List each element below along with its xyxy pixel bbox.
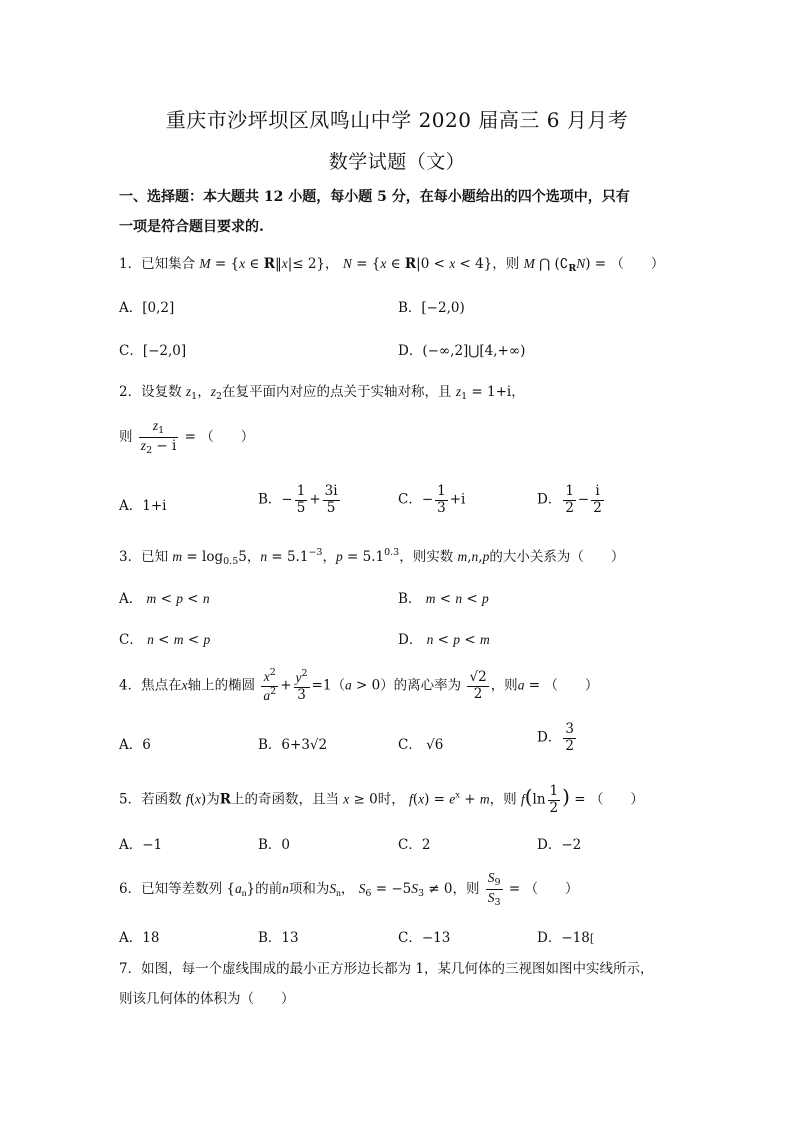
q6-option-d: D．−18[ bbox=[537, 930, 595, 946]
q2-option-a: A．1+i bbox=[119, 498, 167, 514]
q5-option-a: A．−1 bbox=[119, 837, 163, 853]
q5-option-d: D．−2 bbox=[537, 837, 582, 853]
q4-option-c: C． √6 bbox=[398, 737, 444, 753]
q1-option-d: D．(−∞,2]⋃[4,+∞) bbox=[398, 343, 526, 359]
question-5: 5．若函数 f(x)为R上的奇函数，且当 x ≥ 0时， $f(x) = e^x + m$，则 f(ln $\frac{1}{2}$ ) = （ ） bbox=[119, 783, 644, 816]
question-6: 6．已知等差数列 $\{a_n\}$的前n项和为$S_n$， $S_6 = -5S_3 \ne 0$，则 $\frac{S_9}{S_3}$ = （ ） bbox=[119, 870, 579, 908]
q2-option-d: D． $\frac{1}{2}$ − $\frac{i}{2}$ bbox=[537, 483, 602, 516]
q6-option-a: A．18 bbox=[119, 930, 160, 946]
q4-option-a: A．6 bbox=[119, 737, 151, 753]
section-heading-line2: 一项是符合题目要求的. bbox=[119, 219, 264, 235]
q3-option-b: B． m < n < p bbox=[398, 591, 489, 607]
question-3: 3．已知 $m = \log_{0.5}5$，$n = 5.1^{-3}$，$p = 5.1^{0.3}$，则实数 m,n,p的大小关系为（ ） bbox=[119, 547, 625, 567]
q1-option-b: B．[−2,0) bbox=[398, 300, 465, 316]
q4-option-d: D． $\frac{3}{2}$ bbox=[537, 721, 574, 754]
question-7-line1: 7．如图，每一个虚线围成的最小正方形边长都为 1，某几何体的三视图如图中实线所示， bbox=[119, 961, 654, 977]
q1-option-a: A．[0,2] bbox=[119, 300, 175, 316]
bracket-mark-icon: [ bbox=[589, 932, 595, 945]
q3-option-c: C． n < m < p bbox=[119, 632, 211, 648]
section-heading-line1: 一、选择题：本大题共 12 小题，每小题 5 分，在每小题给出的四个选项中，只有 bbox=[119, 189, 630, 205]
q3-option-d: D． n < p < m bbox=[398, 632, 490, 648]
question-4: 4．焦点在x轴上的椭圆 $\frac{x^2}{a^2}$ + $\frac{y^2}{3}$ =1（a > 0）的离心率为 $\frac{√2}{2}$ ，则a = （ ） bbox=[119, 667, 599, 703]
q5-option-c: C．2 bbox=[398, 837, 431, 853]
question-2-expression: 则 $\frac{z_1}{z_2 - i}$ = （ ） bbox=[119, 418, 255, 456]
q1-option-c: C．[−2,0] bbox=[119, 343, 187, 359]
q2-option-b: B．− $\frac{1}{5}$ + $\frac{3i}{5}$ bbox=[258, 483, 338, 516]
q6-option-b: B．13 bbox=[258, 930, 299, 946]
page-subtitle: 数学试题（文） bbox=[328, 151, 466, 173]
question-2: 2．设复数 $z_1$，$z_2$在复平面内对应的点关于实轴对称，且 $z_1 = 1+i$， bbox=[119, 384, 525, 402]
question-1: 1．已知集合 M = {x ∈ R‖x|≤ 2}， N = {x ∈ R|0 < x < 4}，则 M ⋂ $(∁_RN)$ = （ ） bbox=[119, 256, 665, 274]
q2-option-c: C．− $\frac{1}{3}$ +i bbox=[398, 483, 466, 516]
q6-option-c: C．−13 bbox=[398, 930, 451, 946]
q3-option-a: A． m < p < n bbox=[119, 591, 210, 607]
q5-option-b: B．0 bbox=[258, 837, 291, 853]
page-title: 重庆市沙坪坝区凤鸣山中学 2020 届高三 6 月月考 bbox=[165, 108, 629, 132]
q4-option-b: B．6+3√2 bbox=[258, 737, 328, 753]
question-7-line2: 则该几何体的体积为（ ） bbox=[119, 991, 295, 1007]
